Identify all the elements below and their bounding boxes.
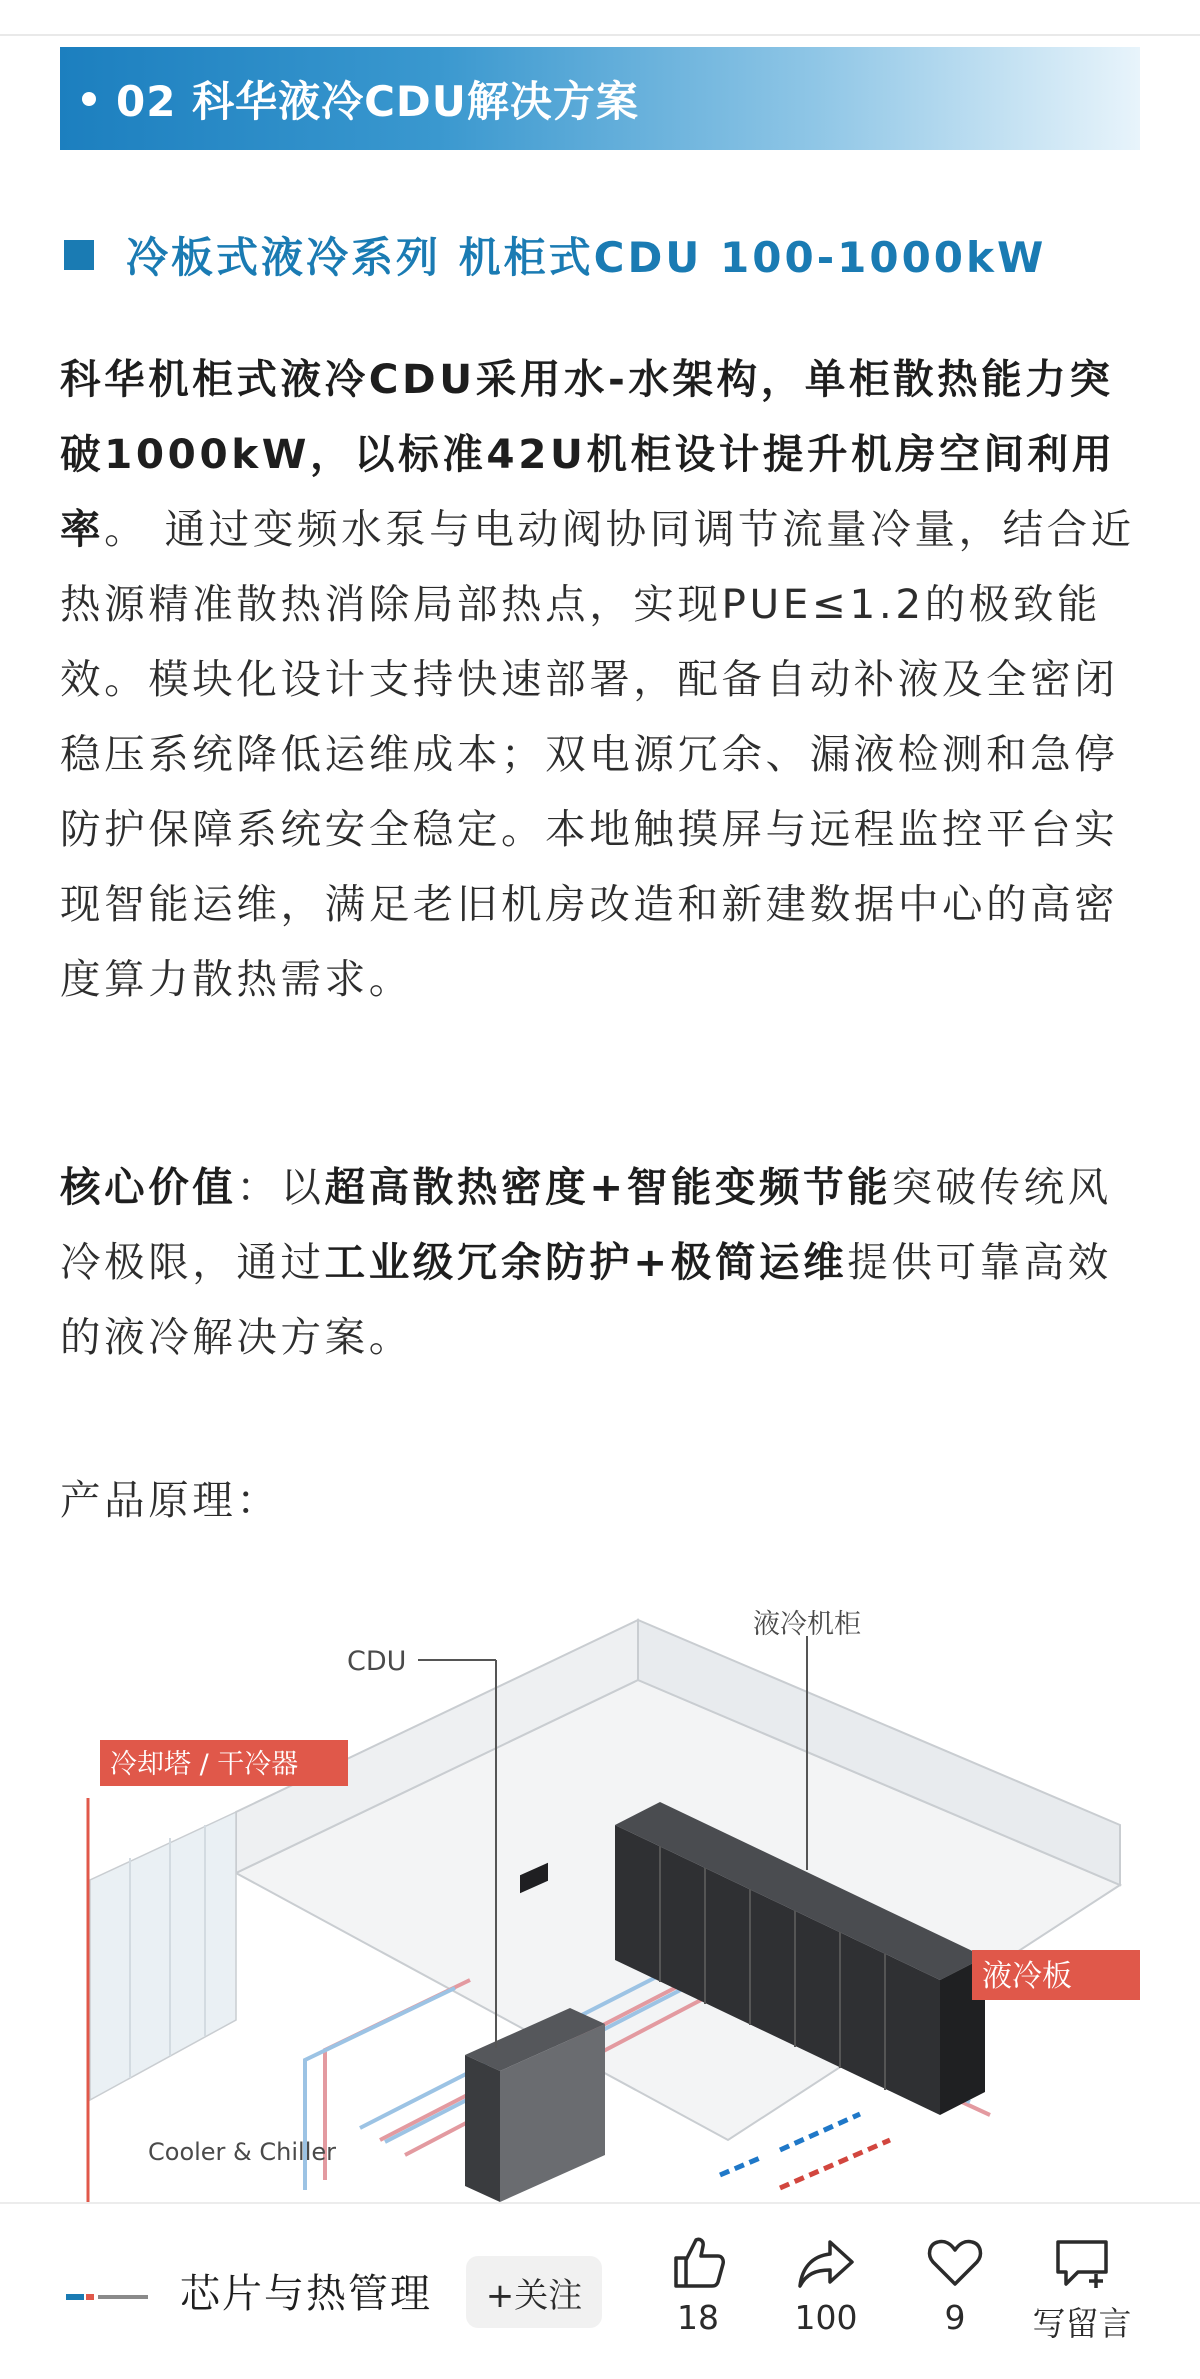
intro-text: 。 通过变频水泵与电动阀协同调节流量冷量，结合近热源精准散热消除局部热点，实现PUE≤1.2的极致能效。模块化设计支持快速部署，配备自动补液及全密闭稳压系统降低运维成本；双电源冗余、漏液检测和急停防护保障系统安全稳定。本地触摸屏与远程监控平台实现智能运维，满足老旧机房改造和新建数据中心的高密度算力散热需求。 bbox=[60, 505, 1135, 1003]
core-value-paragraph bbox=[60, 1150, 1140, 1375]
principle-label: 产品原理： bbox=[60, 1476, 281, 1524]
article-action-bar bbox=[0, 2202, 1200, 2379]
like-button[interactable] bbox=[638, 2232, 758, 2337]
intro-paragraph bbox=[60, 342, 1140, 1017]
square-bullet-icon bbox=[64, 240, 94, 270]
comment-label: 写留言 bbox=[1032, 2304, 1132, 2343]
label-cdu: CDU bbox=[347, 1646, 407, 1677]
intro-bold: 科华机柜式液冷CDU采用水-水架构，单柜散热能力突破1000kW，以标准42U机柜设计提升机房空间利用率 bbox=[60, 355, 1116, 553]
share-button[interactable] bbox=[766, 2232, 886, 2337]
bullet-dot bbox=[82, 92, 96, 106]
thumbs-up-icon bbox=[668, 2232, 728, 2292]
heart-icon bbox=[925, 2232, 985, 2292]
core-value-text-3: 提供可靠高效的液冷解决方案。 bbox=[60, 1238, 1112, 1361]
core-value-bold-2: 工业级冗余防护+极简运维 bbox=[324, 1238, 848, 1286]
top-divider bbox=[0, 34, 1200, 36]
like-count: 18 bbox=[677, 2298, 719, 2337]
product-series-heading bbox=[64, 225, 1046, 285]
label-cooling-tower: 冷却塔 / 干冷器 bbox=[110, 1749, 299, 1780]
label-cooler-chiller: Cooler & Chiller bbox=[148, 2138, 337, 2166]
account-logo[interactable] bbox=[66, 2286, 150, 2308]
favorite-button[interactable] bbox=[895, 2232, 1015, 2337]
label-cold-plate: 液冷板 bbox=[982, 1959, 1072, 1994]
label-liquid-rack: 液冷机柜 bbox=[753, 1609, 861, 1640]
core-value-label: 核心价值 bbox=[60, 1163, 237, 1211]
comment-icon bbox=[1052, 2232, 1112, 2292]
product-series-text: 冷板式液冷系列 机柜式CDU 100-1000kW bbox=[126, 233, 1047, 282]
account-name[interactable]: 芯片与热管理 bbox=[180, 2271, 432, 2317]
section-title: 02 科华液冷CDU解决方案 bbox=[116, 76, 639, 126]
core-value-bold-1: 超高散热密度+智能变频节能 bbox=[324, 1163, 892, 1211]
core-value-text-2: 突破传统风冷极限，通过 bbox=[60, 1163, 1112, 1286]
follow-button[interactable]: +关注 bbox=[466, 2256, 602, 2328]
favorite-count: 9 bbox=[944, 2298, 966, 2337]
share-icon bbox=[796, 2232, 856, 2292]
section-banner bbox=[60, 47, 1140, 150]
principle-illustration bbox=[60, 1580, 1140, 2202]
comment-button[interactable] bbox=[1022, 2232, 1142, 2345]
glass-partition bbox=[90, 1812, 236, 2100]
core-value-text-1: ：以 bbox=[236, 1163, 325, 1211]
product-principle-diagram bbox=[60, 1580, 1140, 2202]
share-count: 100 bbox=[794, 2298, 858, 2337]
